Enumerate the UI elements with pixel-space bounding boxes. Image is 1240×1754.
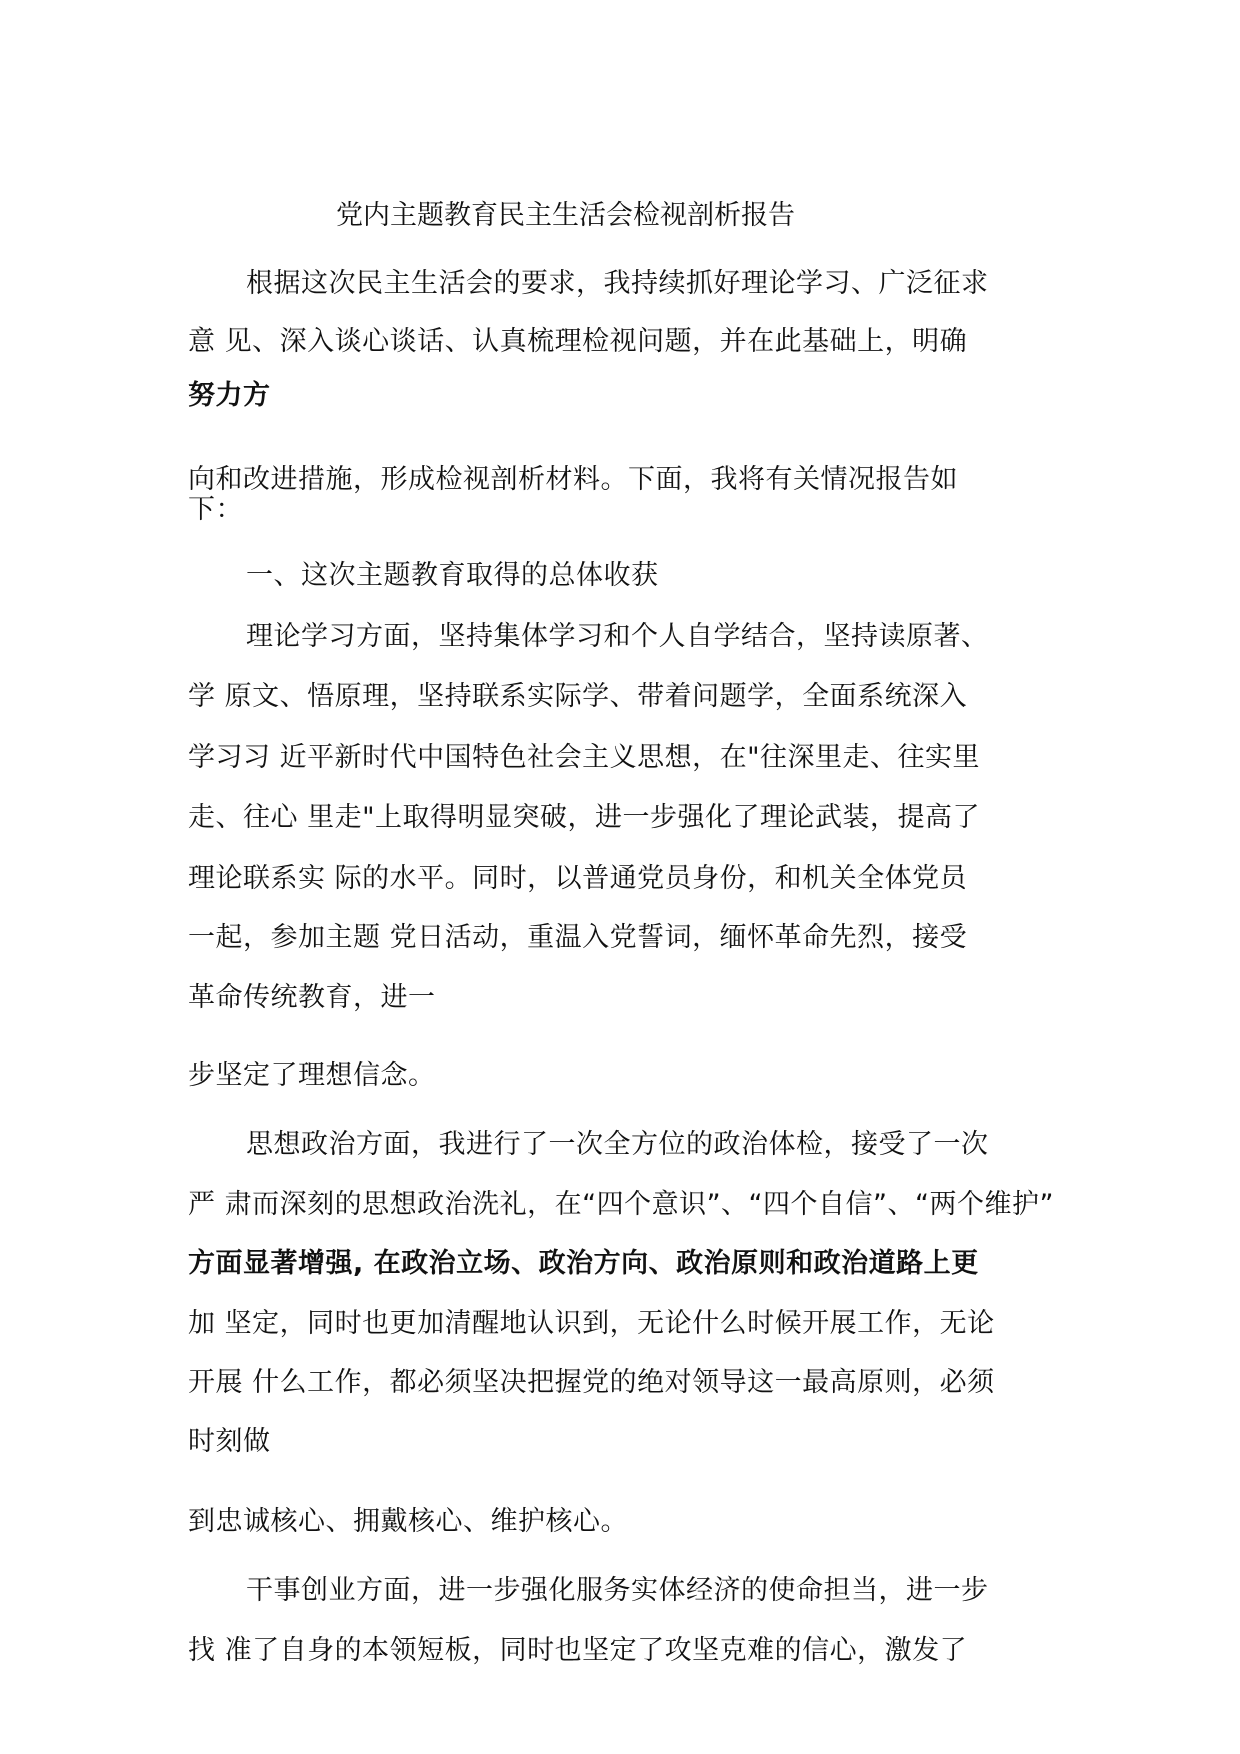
paragraph-line: 开展 什么工作，都必须坚决把握党的绝对领导这一最高原则，必须	[188, 1367, 995, 1398]
paragraph-line: 走、往心 里走"上取得明显突破，进一步强化了理论武装，提高了	[188, 802, 981, 833]
paragraph-line: 理论联系实 际的水平。同时，以普通党员身份，和机关全体党员	[188, 863, 968, 894]
paragraph-line: 向和改进措施，形成检视剖析材料。下面，我将有关情况报告如	[188, 464, 958, 495]
paragraph-line: 努力方	[188, 380, 271, 411]
paragraph-line: 意 见、深入谈心谈话、认真梳理检视问题，并在此基础上，明确	[188, 326, 968, 357]
paragraph-line: 一起，参加主题 党日活动，重温入党誓词，缅怀革命先烈，接受	[188, 922, 968, 953]
paragraph-line: 干事创业方面，进一步强化服务实体经济的使命担当，进一步	[246, 1575, 989, 1606]
paragraph-line: 根据这次民主生活会的要求，我持续抓好理论学习、广泛征求	[246, 268, 989, 299]
paragraph-line: 到忠诚核心、拥戴核心、维护核心。	[188, 1506, 628, 1537]
paragraph-line: 方面显著增强, 在政治立场、政治方向、政治原则和政治道路上更	[188, 1248, 979, 1279]
paragraph-line: 思想政治方面，我进行了一次全方位的政治体检，接受了一次	[246, 1129, 989, 1160]
paragraph-line: 革命传统教育，进一	[188, 982, 436, 1013]
paragraph-line: 学习习 近平新时代中国特色社会主义思想，在"往深里走、往实里	[188, 742, 981, 773]
paragraph-line: 学 原文、悟原理，坚持联系实际学、带着问题学，全面系统深入	[188, 681, 968, 712]
section-heading: 一、这次主题教育取得的总体收获	[246, 560, 659, 591]
paragraph-line: 理论学习方面，坚持集体学习和个人自学结合，坚持读原著、	[246, 621, 989, 652]
paragraph-line: 时刻做	[188, 1426, 271, 1457]
paragraph-line: 步坚定了理想信念。	[188, 1060, 436, 1091]
paragraph-line: 加 坚定，同时也更加清醒地认识到，无论什么时候开展工作，无论	[188, 1308, 995, 1339]
paragraph-line: 找 准了自身的本领短板，同时也坚定了攻坚克难的信心，激发了	[188, 1635, 968, 1666]
document-title: 党内主题教育民主生活会检视剖析报告	[336, 200, 795, 231]
paragraph-line: 严 肃而深刻的思想政治洗礼，在“四个意识”、“四个自信”、“两个维护”	[188, 1189, 1055, 1220]
paragraph-line: 下：	[188, 494, 243, 525]
